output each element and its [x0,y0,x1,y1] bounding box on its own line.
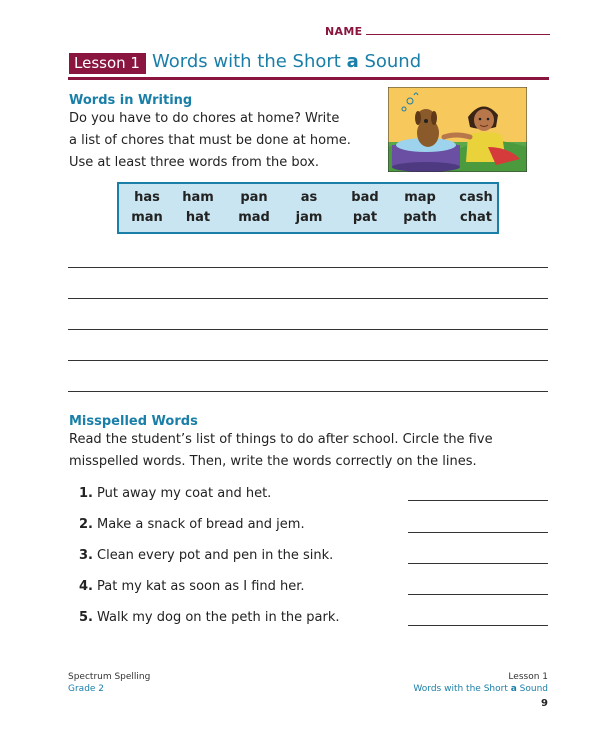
item-number: 5. [79,610,93,625]
footer-title-end: Sound [516,684,548,694]
word-box-word: cash [459,190,493,205]
answer-line[interactable] [408,594,548,595]
item-number: 4. [79,579,93,594]
word-box-row [119,190,497,210]
list-item [79,610,340,625]
item-text: Pat my kat as soon as I find her. [97,579,305,594]
item-number: 2. [79,517,93,532]
word-box-word: as [300,190,318,205]
misspelled-prompt [69,429,549,473]
writing-line[interactable] [68,329,548,330]
word-box-word: chat [460,210,492,225]
word-box-word: hat [185,210,211,225]
misspelled-prompt-line: misspelled words. Then, write the words correctly on the lines. [69,454,477,469]
answer-line[interactable] [408,532,548,533]
word-box-word: jam [295,210,323,225]
writing-line[interactable] [68,298,548,299]
answer-line[interactable] [408,563,548,564]
list-item [79,486,271,501]
word-box-word: ham [182,190,214,205]
writing-line[interactable] [68,391,548,392]
name-line[interactable] [366,34,550,35]
footer-title-start: Words with the Short [413,684,511,694]
title-rule [68,77,549,80]
answer-line[interactable] [408,625,548,626]
item-text: Walk my dog on the peth in the park. [97,610,340,625]
word-box-row [119,210,497,230]
list-item [79,548,333,563]
misspelled-prompt-line: Read the student’s list of things to do after school. Circle the five [69,432,493,447]
word-box-word: pat [352,210,378,225]
footer-lesson-title [413,684,548,694]
word-box-word: path [403,210,437,225]
item-text: Make a snack of bread and jem. [97,517,305,532]
writing-line[interactable] [68,267,548,268]
item-text: Clean every pot and pen in the sink. [97,548,334,563]
lesson-title-end: Sound [358,51,422,72]
page-number: 9 [541,698,548,709]
writing-prompt-line: Do you have to do chores at home? Write [69,111,340,126]
girl-washing-dog-illustration [388,87,527,172]
writing-prompt-line: Use at least three words from the box. [69,155,320,170]
item-number: 3. [79,548,93,563]
item-text: Put away my coat and het. [97,486,272,501]
word-box-word: has [134,190,160,205]
footer-lesson: Lesson 1 [508,672,548,682]
lesson-title-start: Words with the Short [152,51,347,72]
words-in-writing-heading: Words in Writing [69,93,193,108]
footer-book-title: Spectrum Spelling [68,672,151,682]
word-box-word: map [404,190,436,205]
word-box-word: pan [240,190,268,205]
word-box-word: man [131,210,163,225]
lesson-title [152,51,421,73]
name-label: NAME [325,25,363,38]
misspelled-words-heading: Misspelled Words [69,414,198,429]
word-box-word: mad [238,210,270,225]
writing-line[interactable] [68,360,548,361]
list-item [79,517,305,532]
lesson-title-letter: a [346,51,359,72]
footer-title-letter: a [510,684,517,694]
writing-prompt-line: a list of chores that must be done at home. [69,133,351,148]
footer-grade: Grade 2 [68,684,105,694]
word-box [117,182,499,234]
item-number: 1. [79,486,93,501]
lesson-tag: Lesson 1 [69,53,146,74]
writing-prompt [69,108,379,174]
answer-line[interactable] [408,500,548,501]
list-item [79,579,305,594]
word-box-word: bad [351,190,379,205]
